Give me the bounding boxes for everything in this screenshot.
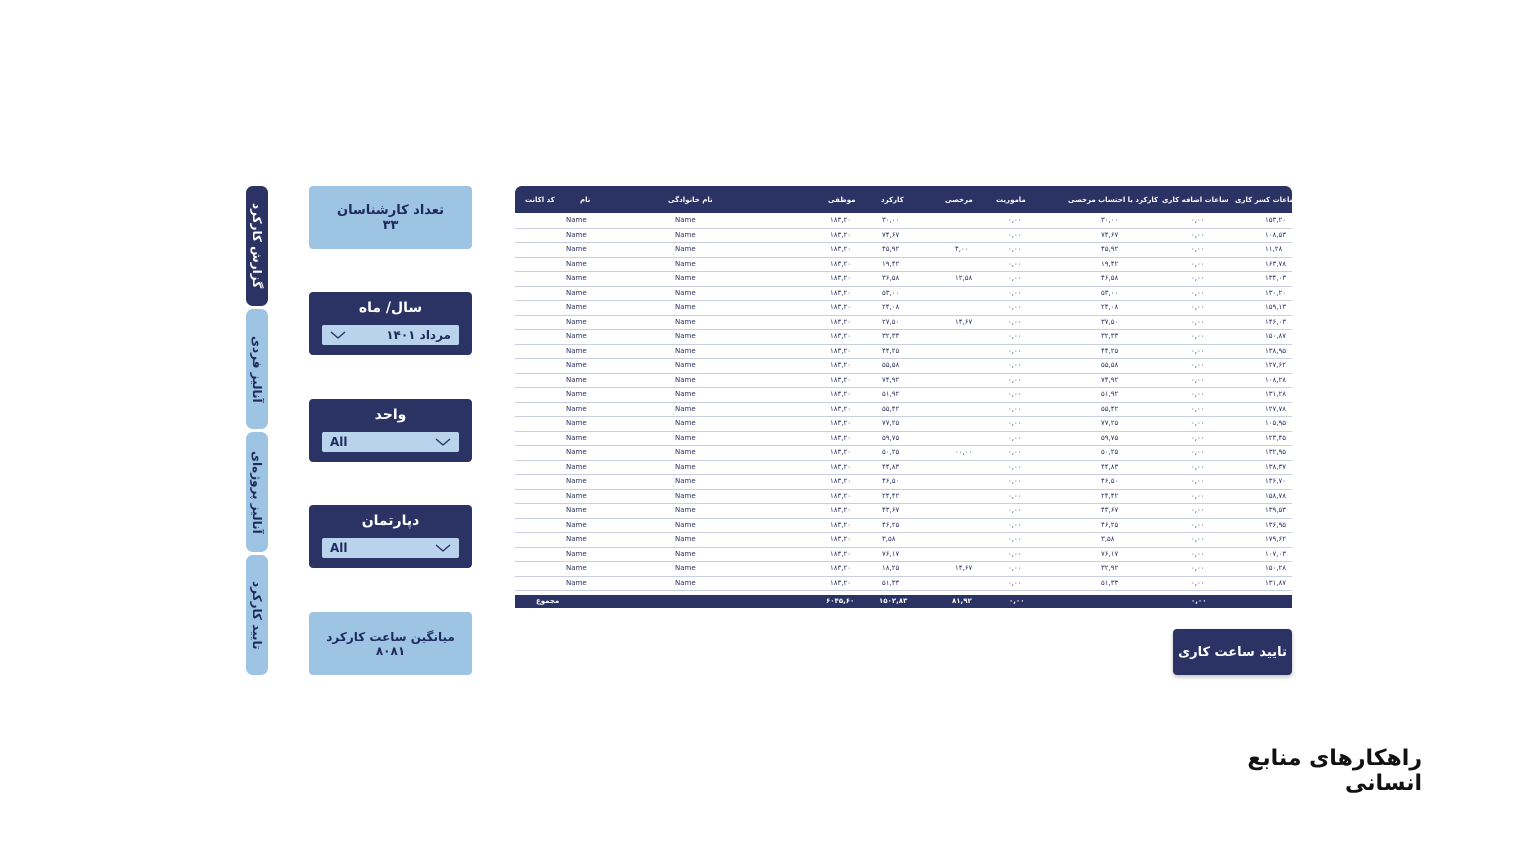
footer-required: ۶۰۴۵,۶۰ [826,597,855,605]
cell-name: Name [566,578,587,587]
footer-worked: ۱۵۰۲,۸۳ [879,597,908,605]
tab-label: گزارش کارکرد [250,203,264,289]
brand-title: راهکارهای منابع انسانی [1247,746,1422,796]
cell-with-leave: ۷۷,۲۵ [1101,419,1119,427]
cell-overtime: ۰,۰۰ [1191,578,1205,587]
cell-leave: ۱۴,۶۷ [955,317,973,326]
unit-dropdown[interactable] [322,432,459,452]
cell-overtime: ۰,۰۰ [1191,433,1205,442]
tab-individual-analysis[interactable] [246,309,268,429]
table-row [515,489,1292,505]
cell-mission: ۰,۰۰ [1008,477,1022,485]
header-worked: کارکرد [881,196,904,204]
cell-mission: ۰,۰۰ [1008,404,1022,413]
cell-deficit: ۱۳۴,۰۳ [1265,274,1287,282]
cell-family: Name [675,390,696,398]
cell-worked: ۵۹,۷۵ [882,433,900,442]
footer-label: مجموع [536,597,560,605]
cell-leave: ۴,۰۰ [955,245,969,253]
cell-family: Name [675,259,696,268]
cell-mission: ۰,۰۰ [1008,549,1022,558]
cell-with-leave: ۲۴,۰۸ [1101,303,1119,311]
cell-mission: ۰,۰۰ [1008,346,1022,355]
cell-mission: ۰,۰۰ [1008,274,1022,282]
cell-required: ۱۸۳,۲۰ [830,259,852,268]
cell-family: Name [675,216,696,224]
table-row [515,402,1292,418]
cell-required: ۱۸۳,۲۰ [830,549,852,558]
cell-deficit: ۱۵۰,۸۷ [1265,332,1287,340]
cell-with-leave: ۴۶,۵۸ [1101,274,1119,282]
cell-deficit: ۱۳۱,۲۸ [1265,390,1287,398]
cell-overtime: ۰,۰۰ [1191,549,1205,558]
cell-worked: ۴۴,۸۳ [882,462,900,471]
cell-with-leave: ۳۲,۹۲ [1101,564,1119,572]
cell-worked: ۴۳,۶۷ [882,506,900,514]
cell-name: Name [566,433,587,442]
cell-required: ۱۸۳,۲۰ [830,448,852,456]
cell-family: Name [675,564,696,572]
cell-worked: ۷۴,۹۲ [882,375,900,384]
cell-deficit: ۱۵۳,۲۰ [1265,216,1287,224]
cell-overtime: ۰,۰۰ [1191,230,1205,239]
cell-deficit: ۱۳۸,۹۵ [1265,346,1287,355]
cell-required: ۱۸۳,۲۰ [830,216,852,224]
cell-with-leave: ۲۴,۴۲ [1101,491,1119,500]
table-row [515,474,1292,490]
year-month-value: مرداد ۱۴۰۱ [386,328,451,342]
cell-deficit: ۱۳۶,۹۵ [1265,520,1287,529]
table-row [515,286,1292,302]
footer-mission: ۰,۰۰ [1009,597,1025,605]
department-dropdown[interactable] [322,538,459,558]
cell-name: Name [566,506,587,514]
cell-family: Name [675,317,696,326]
tab-work-approval[interactable] [246,555,268,675]
unit-title: واحد [374,407,407,423]
work-report-table [515,186,1297,608]
cell-deficit: ۱۰۷,۰۳ [1265,549,1287,558]
cell-overtime: ۰,۰۰ [1191,259,1205,268]
cell-mission: ۰,۰۰ [1008,288,1022,297]
tab-label: آنالیز فردی [250,335,264,403]
table-row [515,329,1292,345]
cell-deficit: ۱۲۷,۷۸ [1265,404,1287,413]
cell-overtime: ۰,۰۰ [1191,448,1205,456]
table-row [515,431,1292,447]
cell-mission: ۰,۰۰ [1008,216,1022,224]
cell-required: ۱۸۳,۲۰ [830,433,852,442]
cell-required: ۱۸۳,۲۰ [830,535,852,543]
cell-deficit: ۱۳۰,۲۰ [1265,288,1287,297]
table-row [515,561,1292,577]
cell-required: ۱۸۳,۲۰ [830,317,852,326]
cell-overtime: ۰,۰۰ [1191,477,1205,485]
experts-count-value: ۳۳ [382,217,399,233]
table-row [515,300,1292,316]
cell-required: ۱۸۳,۲۰ [830,491,852,500]
cell-worked: ۳,۵۸ [882,535,896,543]
cell-worked: ۳۶,۵۸ [882,274,900,282]
cell-mission: ۰,۰۰ [1008,390,1022,398]
cell-deficit: ۱۳۲,۹۵ [1265,448,1287,456]
cell-name: Name [566,390,587,398]
cell-family: Name [675,288,696,297]
cell-with-leave: ۵۵,۵۸ [1101,361,1119,369]
cell-with-leave: ۵۹,۷۵ [1101,433,1119,442]
cell-required: ۱۸۳,۲۰ [830,564,852,572]
cell-name: Name [566,564,587,572]
cell-required: ۱۸۳,۲۰ [830,520,852,529]
cell-required: ۱۸۳,۲۰ [830,303,852,311]
cell-name: Name [566,245,587,253]
cell-overtime: ۰,۰۰ [1191,564,1205,572]
year-month-filter [309,292,472,355]
cell-name: Name [566,549,587,558]
table-row [515,358,1292,374]
cell-name: Name [566,230,587,239]
table-row [515,416,1292,432]
footer-leave: ۸۱,۹۲ [952,597,972,605]
cell-name: Name [566,491,587,500]
header-required: موظفی [828,196,856,204]
cell-deficit: ۱۳۱,۸۷ [1265,578,1287,587]
cell-family: Name [675,578,696,587]
cell-worked: ۵۳,۰۰ [882,288,900,297]
header-deficit: ساعات کسر کاری [1235,196,1297,204]
header-name: نام [580,196,591,204]
tab-label: آنالیز پروژه‌ای [250,450,264,534]
cell-deficit: ۱۵۹,۱۳ [1265,303,1287,311]
cell-worked: ۷۴,۶۷ [882,230,900,239]
table-row [515,445,1292,461]
cell-overtime: ۰,۰۰ [1191,520,1205,529]
cell-name: Name [566,404,587,413]
cell-overtime: ۰,۰۰ [1191,375,1205,384]
cell-name: Name [566,462,587,471]
cell-family: Name [675,361,696,369]
chevron-down-icon [435,544,451,552]
cell-with-leave: ۴۶,۵۰ [1101,477,1119,485]
cell-family: Name [675,245,696,253]
cell-required: ۱۸۳,۲۰ [830,375,852,384]
cell-mission: ۰,۰۰ [1008,230,1022,239]
cell-deficit: ۱۵۸,۷۸ [1265,491,1287,500]
department-filter [309,505,472,568]
cell-with-leave: ۴۶,۲۵ [1101,520,1119,529]
tab-work-report[interactable] [246,186,268,306]
cell-name: Name [566,375,587,384]
table-row [515,213,1292,229]
cell-family: Name [675,230,696,239]
cell-required: ۱۸۳,۲۰ [830,346,852,355]
cell-overtime: ۰,۰۰ [1191,346,1205,355]
cell-deficit: ۱۷۹,۶۲ [1265,535,1287,543]
avg-hours-title: میانگین ساعت کارکرد [326,629,455,644]
cell-with-leave: ۳,۵۸ [1101,535,1115,543]
cell-with-leave: ۷۶,۱۷ [1101,549,1119,558]
table-row [515,532,1292,548]
cell-worked: ۴۴,۲۵ [882,346,900,355]
cell-worked: ۴۵,۹۲ [882,245,900,253]
cell-overtime: ۰,۰۰ [1191,216,1205,224]
cell-name: Name [566,332,587,340]
year-month-title: سال/ ماه [358,300,423,316]
cell-name: Name [566,259,587,268]
cell-family: Name [675,375,696,384]
cell-family: Name [675,419,696,427]
cell-with-leave: ۴۵,۹۲ [1101,245,1119,253]
cell-name: Name [566,477,587,485]
cell-mission: ۰,۰۰ [1008,317,1022,326]
cell-overtime: ۰,۰۰ [1191,317,1205,326]
cell-name: Name [566,448,587,456]
cell-required: ۱۸۳,۲۰ [830,462,852,471]
cell-worked: ۲۴,۴۲ [882,491,900,500]
cell-family: Name [675,520,696,529]
cell-required: ۱۸۳,۲۰ [830,419,852,427]
cell-worked: ۴۶,۵۰ [882,477,900,485]
table-header [515,186,1297,213]
cell-required: ۱۸۳,۲۰ [830,230,852,239]
cell-deficit: ۱۴۶,۰۳ [1265,317,1287,326]
cell-leave: ۱۴,۶۷ [955,564,973,572]
cell-mission: ۰,۰۰ [1008,361,1022,369]
cell-overtime: ۰,۰۰ [1191,245,1205,253]
cell-worked: ۵۵,۴۲ [882,404,900,413]
cell-required: ۱۸۳,۲۰ [830,332,852,340]
cell-family: Name [675,506,696,514]
cell-family: Name [675,462,696,471]
cell-mission: ۰,۰۰ [1008,578,1022,587]
cell-mission: ۰,۰۰ [1008,520,1022,529]
table-row [515,242,1292,258]
cell-worked: ۱۹,۴۲ [882,259,900,268]
cell-required: ۱۸۳,۲۰ [830,578,852,587]
chevron-down-icon [330,331,346,339]
cell-deficit: ۱۰۸,۲۸ [1265,375,1287,384]
cell-deficit: ۱۳۸,۳۷ [1265,462,1287,471]
table-row [515,271,1292,287]
cell-deficit: ۱۰۸,۵۳ [1265,230,1287,239]
cell-required: ۱۸۳,۲۰ [830,274,852,282]
avg-hours-card [309,612,472,675]
cell-deficit: ۱۳۹,۵۳ [1265,506,1287,514]
cell-leave: ۱۲,۵۸ [955,274,973,282]
cell-mission: ۰,۰۰ [1008,433,1022,442]
cell-family: Name [675,491,696,500]
table-row [515,387,1292,403]
cell-worked: ۲۷,۵۰ [882,317,900,326]
cell-overtime: ۰,۰۰ [1191,404,1205,413]
cell-with-leave: ۵۰,۲۵ [1101,448,1119,456]
cell-name: Name [566,419,587,427]
department-value: All [330,541,348,555]
cell-mission: ۰,۰۰ [1008,535,1022,543]
cell-with-leave: ۴۳,۶۷ [1101,506,1119,514]
cell-worked: ۲۴,۰۸ [882,303,900,311]
cell-overtime: ۰,۰۰ [1191,361,1205,369]
cell-worked: ۵۱,۳۳ [882,578,900,587]
cell-with-leave: ۷۴,۹۲ [1101,375,1119,384]
cell-name: Name [566,216,587,224]
unit-value: All [330,435,348,449]
unit-filter [309,399,472,462]
cell-name: Name [566,361,587,369]
cell-with-leave: ۵۱,۳۳ [1101,578,1119,587]
cell-name: Name [566,535,587,543]
cell-deficit: ۱۰۵,۹۵ [1265,419,1287,427]
cell-mission: ۰,۰۰ [1008,375,1022,384]
cell-required: ۱۸۳,۲۰ [830,404,852,413]
cell-mission: ۰,۰۰ [1008,491,1022,500]
cell-mission: ۰,۰۰ [1008,564,1022,572]
cell-worked: ۷۶,۱۷ [882,549,900,558]
cell-required: ۱۸۳,۲۰ [830,288,852,297]
table-row [515,344,1292,360]
cell-deficit: ۱۶۳,۷۸ [1265,259,1287,268]
cell-overtime: ۰,۰۰ [1191,506,1205,514]
cell-family: Name [675,332,696,340]
cell-with-leave: ۱۹,۴۲ [1101,259,1119,268]
table-row [515,547,1292,563]
cell-mission: ۰,۰۰ [1008,462,1022,471]
cell-with-leave: ۴۴,۸۳ [1101,462,1119,471]
cell-worked: ۳۰,۰۰ [882,216,900,224]
cell-mission: ۰,۰۰ [1008,303,1022,311]
header-code: کد اکانت [525,196,555,204]
confirm-work-hours-button[interactable]: تایید ساعت کاری [1173,629,1292,675]
cell-deficit: ۱۲۷,۶۲ [1265,361,1287,369]
cell-overtime: ۰,۰۰ [1191,274,1205,282]
cell-mission: ۰,۰۰ [1008,245,1022,253]
avg-hours-value: ۸۰۸۱ [375,643,406,658]
cell-mission: ۰,۰۰ [1008,448,1022,456]
table-row [515,373,1292,389]
cell-with-leave: ۳۲,۳۳ [1101,332,1119,340]
department-title: دپارتمان [361,513,420,529]
footer-overtime: ۰,۰۰ [1191,597,1207,605]
header-overtime: ساعات اضافه کاری [1162,196,1229,204]
table-row [515,315,1292,331]
cell-with-leave: ۴۴,۲۵ [1101,346,1119,355]
table-row [515,228,1292,244]
table-row [515,460,1292,476]
table-row [515,503,1292,519]
tab-label: تایید کارکرد [250,580,264,650]
cell-name: Name [566,274,587,282]
cell-mission: ۰,۰۰ [1008,419,1022,427]
cell-worked: ۷۷,۲۵ [882,419,900,427]
cell-name: Name [566,346,587,355]
cell-deficit: ۱۱,۲۸ [1265,245,1283,253]
cell-overtime: ۰,۰۰ [1191,390,1205,398]
cell-name: Name [566,317,587,326]
cell-worked: ۳۲,۳۳ [882,332,900,340]
cell-overtime: ۰,۰۰ [1191,288,1205,297]
header-mission: ماموریت [996,196,1026,204]
cell-family: Name [675,303,696,311]
cell-family: Name [675,448,696,456]
experts-count-card [309,186,472,249]
cell-name: Name [566,303,587,311]
cell-with-leave: ۵۵,۴۲ [1101,404,1119,413]
cell-required: ۱۸۳,۲۰ [830,361,852,369]
chevron-down-icon [435,438,451,446]
tab-project-analysis[interactable] [246,432,268,552]
cell-overtime: ۰,۰۰ [1191,462,1205,471]
cell-overtime: ۰,۰۰ [1191,332,1205,340]
cell-overtime: ۰,۰۰ [1191,535,1205,543]
cell-family: Name [675,477,696,485]
header-leave: مرخصی [945,196,973,204]
cell-required: ۱۸۳,۲۰ [830,506,852,514]
cell-required: ۱۸۳,۲۰ [830,390,852,398]
table-row [515,518,1292,534]
cell-worked: ۵۱,۹۲ [882,390,900,398]
cell-with-leave: ۷۴,۶۷ [1101,230,1119,239]
cell-family: Name [675,433,696,442]
cell-deficit: ۱۲۳,۴۵ [1265,433,1287,442]
cell-mission: ۰,۰۰ [1008,259,1022,268]
cell-with-leave: ۵۳,۰۰ [1101,288,1119,297]
table-row [515,576,1292,592]
cell-deficit: ۱۵۰,۲۸ [1265,564,1287,572]
cell-family: Name [675,274,696,282]
cell-family: Name [675,549,696,558]
cell-name: Name [566,520,587,529]
table-footer [515,595,1292,608]
header-with-leave: کارکرد با احتساب مرخصی [1068,196,1159,204]
cell-family: Name [675,346,696,355]
cell-name: Name [566,288,587,297]
cell-mission: ۰,۰۰ [1008,506,1022,514]
year-month-dropdown[interactable] [322,325,459,345]
header-family: نام خانوادگی [668,196,713,204]
cell-family: Name [675,535,696,543]
cell-overtime: ۰,۰۰ [1191,491,1205,500]
cell-overtime: ۰,۰۰ [1191,419,1205,427]
cell-worked: ۵۰,۲۵ [882,448,900,456]
cell-leave: ۰۰,۰۰ [955,448,973,456]
cell-worked: ۱۸,۲۵ [882,564,900,572]
cell-overtime: ۰,۰۰ [1191,303,1205,311]
cell-required: ۱۸۳,۲۰ [830,477,852,485]
cell-with-leave: ۳۷,۵۰ [1101,317,1119,326]
cell-with-leave: ۵۱,۹۲ [1101,390,1119,398]
cell-with-leave: ۳۰,۰۰ [1101,216,1119,224]
cell-mission: ۰,۰۰ [1008,332,1022,340]
table-row [515,257,1292,273]
cell-worked: ۴۶,۲۵ [882,520,900,529]
experts-count-title: تعداد کارشناسان [336,202,445,218]
cell-worked: ۵۵,۵۸ [882,361,900,369]
cell-deficit: ۱۳۶,۷۰ [1265,477,1287,485]
cell-family: Name [675,404,696,413]
cell-required: ۱۸۳,۲۰ [830,245,852,253]
